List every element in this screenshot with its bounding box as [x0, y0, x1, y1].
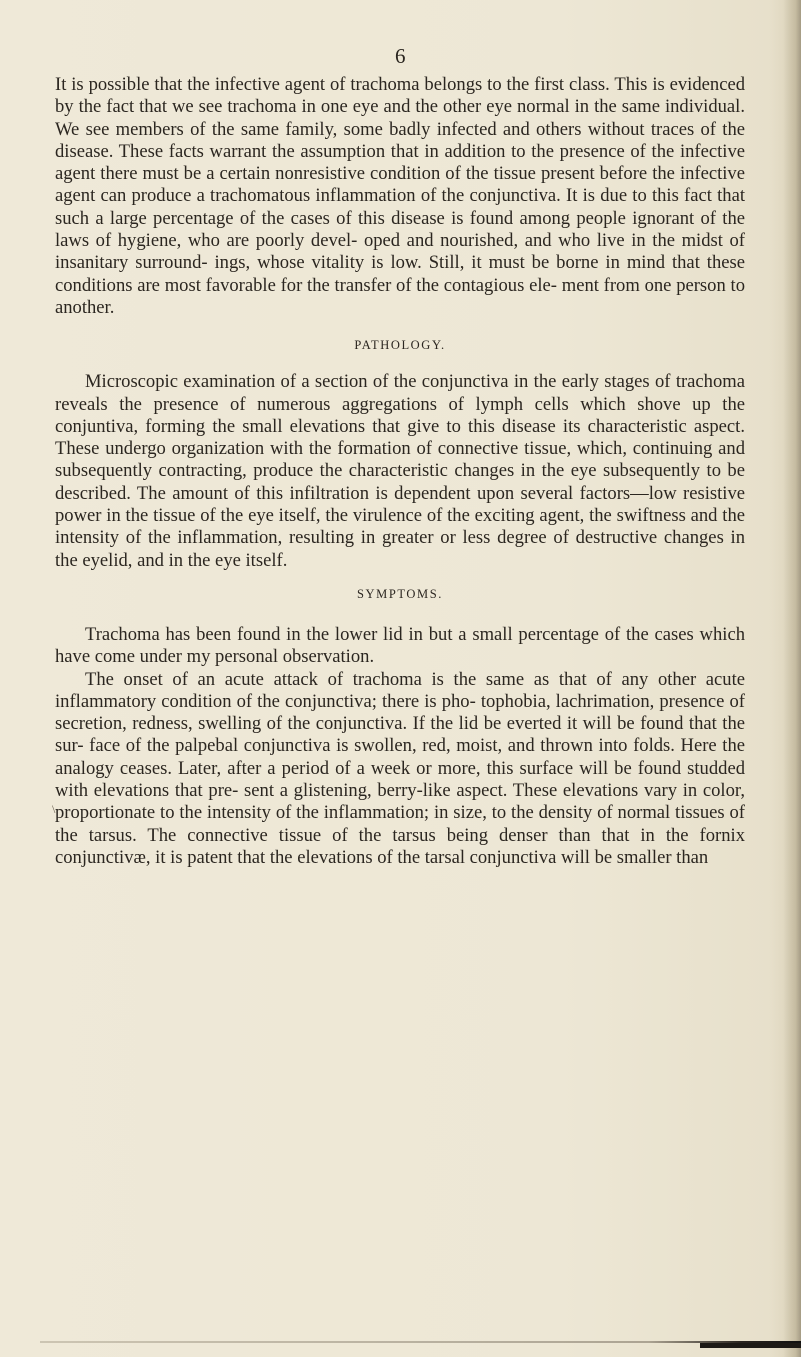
text-column — [55, 74, 745, 869]
heading-symptoms: SYMPTOMS. — [356, 586, 444, 601]
page-number: 6 — [395, 44, 406, 68]
bottom-rule — [40, 1341, 801, 1343]
paragraph-onset: The onset of an acute attack of trachoma is the same as that of any other acute inflammatory condition of the conjunctiva; there is pho- tophobia, lachrimation, presence of secretion, redness, swelling of the conjunctiva. If the lid be everted it will be found that the sur- face of the palpebal conjunctiva is swollen, red, moist, and thrown into folds. Here the analogy ceases. Later, after a period of a week or more, this surface will be found studded with elevations that pre- sent a glistening, berry-like aspect. These elevations vary in color, proportionate to the intensity of the inflammation; in size, to the density of normal tissues of the tarsus. The connective tissue of the tarsus being denser than that in the fornix conjunctivæ, it is patent that the elevations of the tarsal conjunctiva will be smaller than — [55, 668, 745, 868]
page-edge-shadow — [783, 0, 801, 1357]
paragraph-infective-agent: It is possible that the infective agent of trachoma belongs to the first class. This is evidenced by the fact that we see trachoma in one eye and the other eye normal in the same individual. We see members of the same family, some badly infected and others without traces of the disease. These facts warrant the assumption that in addition to the presence of the infective agent there must be a certain nonresistive condition of the tissue present before the infective agent can produce a trachomatous inflammation of the conjunctiva. It is due to this fact that such a large percentage of the cases of this disease is found among people ignorant of the laws of hygiene, who are poorly devel- oped and nourished, and who live in the midst of insanitary surround- ings, whose vitality is low. Still, it must be borne in mind that these conditions are most favorable for the transfer of the contagious ele- ment from one person to another. — [55, 74, 745, 318]
stray-mark: \ — [52, 802, 56, 816]
bottom-rule-dark-segment — [700, 1343, 801, 1348]
paragraph-lower-lid: Trachoma has been found in the lower lid in but a small percentage of the cases which have come under my personal observation. — [55, 623, 745, 668]
paragraph-pathology: Microscopic examination of a section of the conjunctiva in the early stages of trachoma reveals the presence of numerous aggregations of lymph cells which shove up the conjuntiva, forming the small elevations that give to this disease its characteristic aspect. These undergo organization with the formation of connective tissue, which, continuing and subsequently contracting, produce the characteristic changes in the eye subsequently to be described. The amount of this infiltration is dependent upon several factors—low resistive power in the tissue of the eye itself, the virulence of the exciting agent, the swiftness and the intensity of the inflammation, resulting in greater or less degree of destructive changes in the eyelid, and in the eye itself. — [55, 371, 745, 571]
heading-pathology: PATHOLOGY. — [354, 338, 446, 353]
